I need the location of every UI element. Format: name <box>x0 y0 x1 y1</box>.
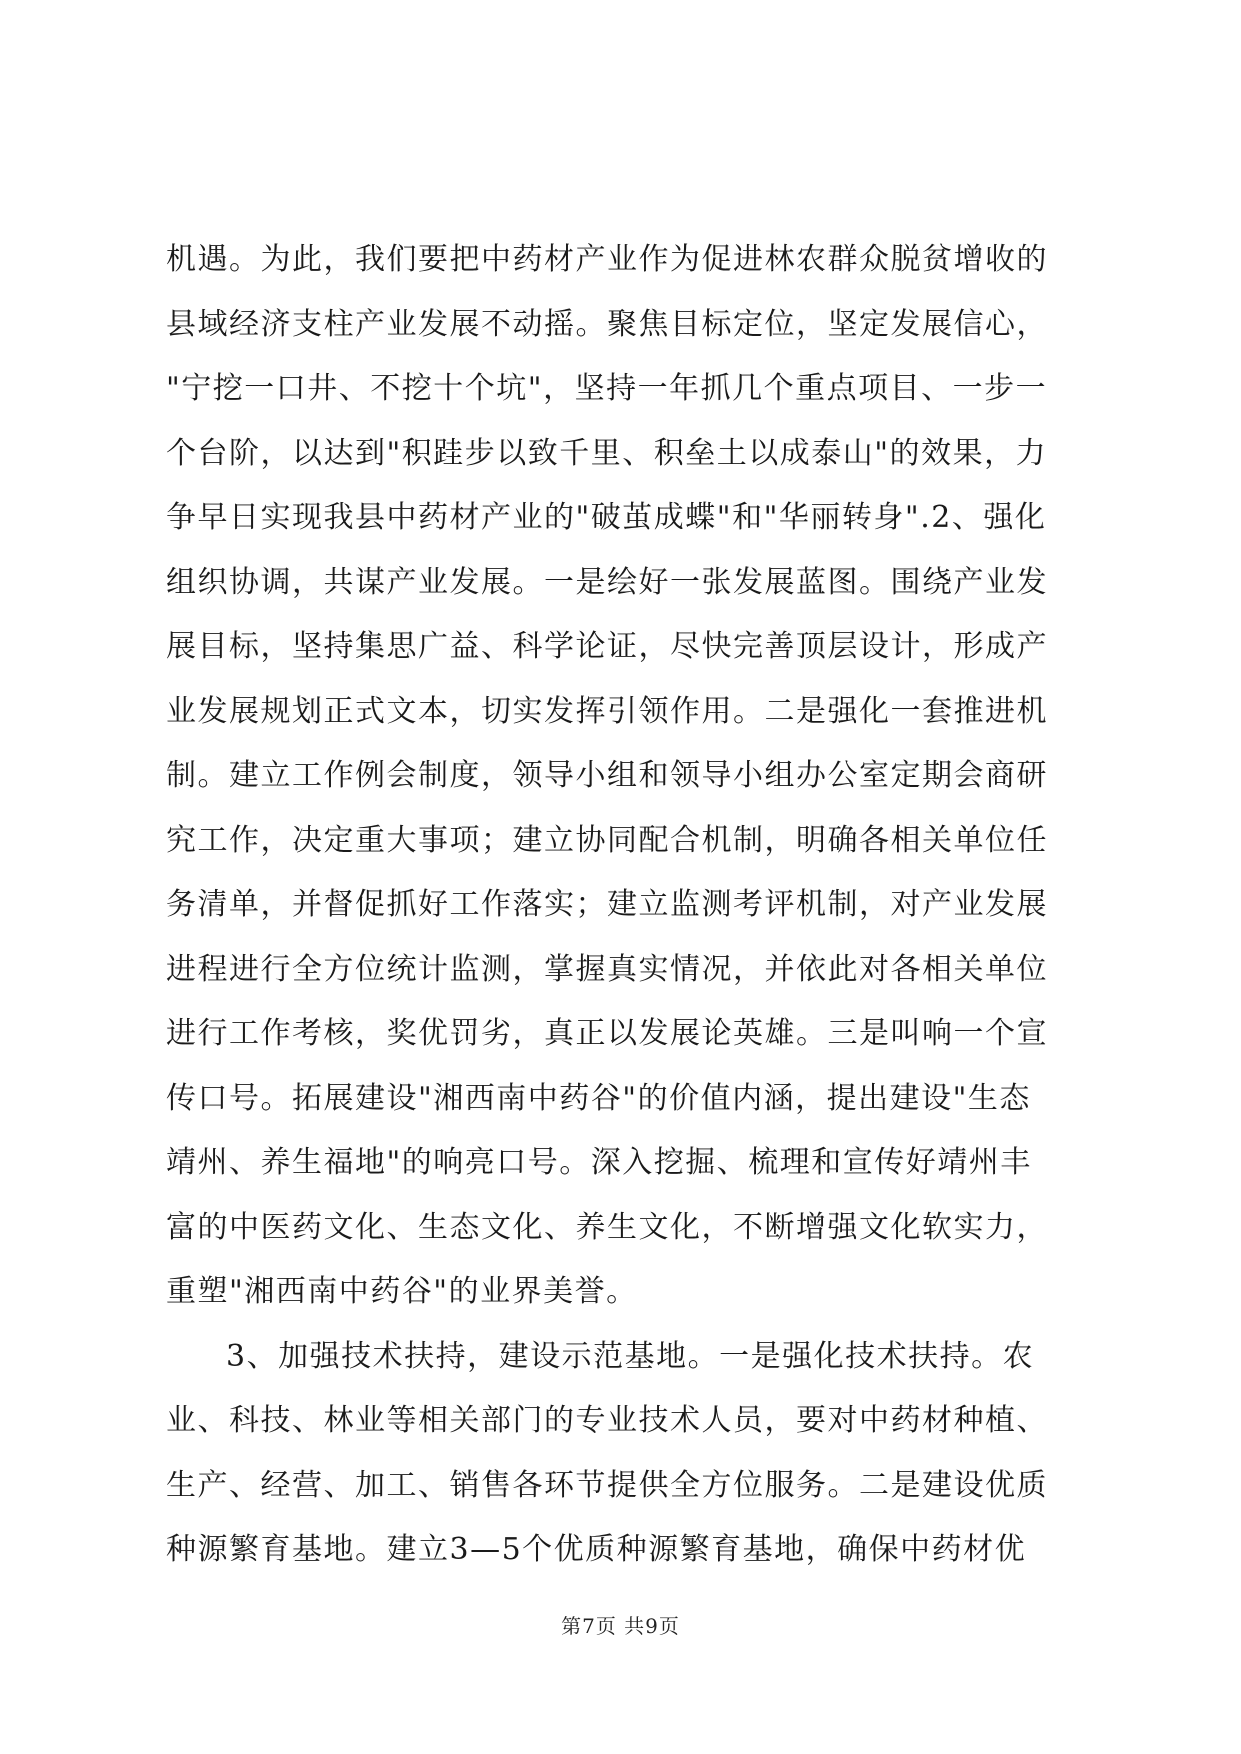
text-line: 展目标，坚持集思广益、科学论证，尽快完善顶层设计，形成产 <box>166 629 1048 664</box>
body-text <box>166 228 1086 1583</box>
text-line: 传口号。拓展建设"湘西南中药谷"的价值内涵，提出建设"生态 <box>166 1080 1031 1116</box>
text-line: 县域经济支柱产业发展不动摇。聚焦目标定位，坚定发展信心， <box>166 306 1048 342</box>
text-line: 争早日实现我县中药材产业的"破茧成蝶"和"华丽转身".2、强化 <box>166 500 1047 535</box>
text-line: 进程进行全方位统计监测，掌握真实情况，并依此对各相关单位 <box>166 951 1048 987</box>
page-footer: 第7页 共9页 <box>561 1614 680 1638</box>
text-line: 重塑"湘西南中药谷"的业界美誉。 <box>166 1274 638 1309</box>
text-line: 组织协调，共谋产业发展。一是绘好一张发展蓝图。围绕产业发 <box>166 564 1048 600</box>
text-line: 制。建立工作例会制度，领导小组和领导小组办公室定期会商研 <box>166 758 1048 793</box>
text-line: 生产、经营、加工、销售各环节提供全方位服务。二是建设优质 <box>166 1467 1048 1503</box>
text-line: 业、科技、林业等相关部门的专业技术人员，要对中药材种植、 <box>166 1403 1048 1438</box>
text-line: 进行工作考核，奖优罚劣，真正以发展论英雄。三是叫响一个宣 <box>166 1016 1048 1051</box>
text-line: 3、加强技术扶持，建设示范基地。一是强化技术扶持。农 <box>226 1338 1035 1374</box>
text-line: 种源繁育基地。建立3—5个优质种源繁育基地，确保中药材优 <box>166 1532 1027 1567</box>
text-line: 务清单，并督促抓好工作落实；建立监测考评机制，对产业发展 <box>166 887 1048 922</box>
text-line: "宁挖一口井、不挖十个坑"，坚持一年抓几个重点项目、一步一 <box>166 371 1048 406</box>
text-line: 富的中医药文化、生态文化、养生文化，不断增强文化软实力， <box>166 1209 1048 1245</box>
text-line: 究工作，决定重大事项；建立协同配合机制，明确各相关单位任 <box>166 822 1048 858</box>
text-line: 靖州、养生福地"的响亮口号。深入挖掘、梳理和宣传好靖州丰 <box>166 1145 1032 1180</box>
text-line: 机遇。为此，我们要把中药材产业作为促进林农群众脱贫增收的 <box>166 242 1048 277</box>
text-line: 个台阶，以达到"积跬步以致千里、积垒土以成泰山"的效果，力 <box>166 435 1048 471</box>
text-line: 业发展规划正式文本，切实发挥引领作用。二是强化一套推进机 <box>166 693 1048 729</box>
